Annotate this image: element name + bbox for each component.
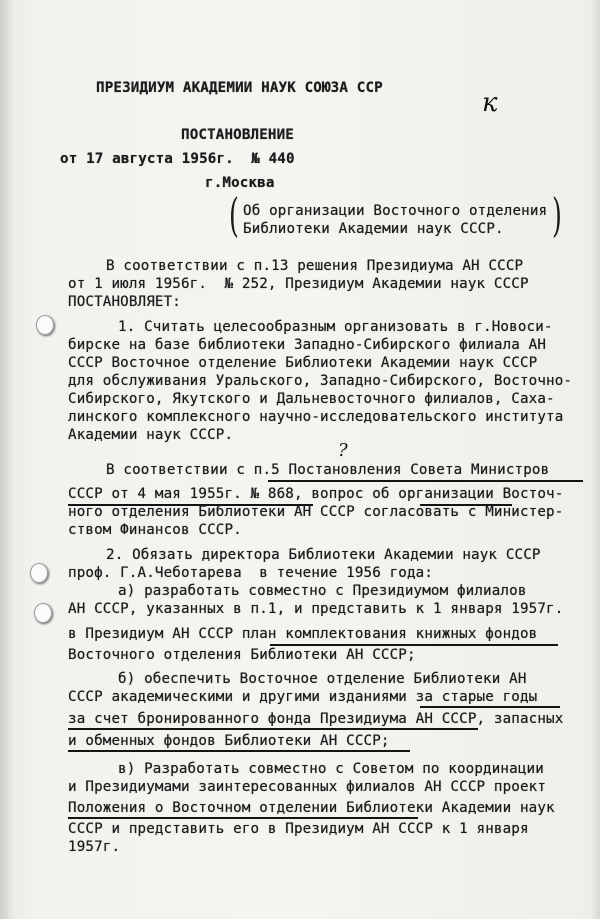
item1-line-3: СССР Восточное отделение Библиотеки Академии наук СССР — [68, 355, 538, 371]
subject-line-2: Библиотеки Академии наук СССР. — [243, 221, 504, 237]
preamble-line-3: ПОСТАНОВЛЯЕТ: — [68, 294, 181, 310]
document-header: ПРЕЗИДИУМ АКАДЕМИИ НАУК СОЮЗА ССР — [96, 80, 383, 96]
city: г.Москва — [205, 175, 275, 191]
item2-line-14: СССР и представить его в Президиум АН СССР к 1 января — [68, 821, 529, 837]
underline-1 — [268, 480, 583, 482]
subject-brace-left: ( — [229, 188, 239, 242]
item1-line-2: бирске на базе библиотеки Западно-Сибирского филиала АН — [68, 337, 547, 353]
item2-line-3: а) разработать совместно с Президиумом филиалов — [118, 583, 527, 599]
item2-line-9: за счет бронированного фонда Президиума АН СССР, запасных — [68, 711, 564, 727]
item1-line-6: линского комплексного научно-исследовательского института — [68, 409, 564, 425]
underline-4 — [270, 644, 558, 646]
underline-5 — [420, 706, 560, 708]
item2-line-7: б) обеспечить Восточное отделение Библиотеки АН — [118, 671, 527, 687]
underline-7 — [68, 750, 410, 752]
date-number: от 17 августа 1956г. № 440 — [60, 151, 295, 167]
punch-hole-2 — [30, 563, 48, 583]
page-edge-right — [590, 0, 600, 919]
item2-line-10: и обменных фондов Библиотеки АН СССР; — [68, 733, 390, 749]
item1-line-1: 1. Считать целесообразным организовать в г.Новоси- — [118, 319, 553, 335]
item2-line-4: АН СССР, указанных в п.1, и представить к 1 января 1957г. — [68, 601, 564, 617]
item2-line-11: в) Разработать совместно с Советом по координации — [118, 761, 544, 777]
underline-6 — [68, 728, 478, 730]
item1b-line-2: СССР от 4 мая 1955г. № 868, вопрос об организации Восточ- — [68, 486, 564, 502]
item1-line-7: Академии наук СССР. — [68, 427, 234, 443]
handwritten-question-mark: ? — [338, 440, 348, 461]
item2-line-8: СССР академическими и другими изданиями за старые годы — [68, 689, 538, 705]
item2-line-15: 1957г. — [68, 839, 121, 855]
punch-hole-3 — [34, 603, 52, 623]
item1b-line-3: ного отделения Библиотеки АН СССР согласовать с Министер- — [68, 504, 564, 520]
preamble-line-2: от 1 июля 1956г. № 252, Президиум Академии наук СССР — [68, 276, 529, 292]
item1b-line-4: ством Финансов СССР. — [68, 522, 242, 538]
underline-8 — [68, 817, 418, 819]
item2-line-5: в Президиум АН СССР план комплектования книжных фондов — [68, 626, 538, 642]
item2-line-12: и Президиумами заинтересованных филиалов АН СССР проект — [68, 779, 547, 795]
item1-line-5b: Сибирского, Якутского и Дальневосточного филиалов, Саха- — [68, 391, 555, 407]
item2-line-6: Восточного отделения Библиотеки АН СССР; — [68, 647, 416, 663]
preamble-line-1: В соответствии с п.13 решения Президиума АН СССР — [106, 258, 524, 274]
subject-brace-right: ) — [552, 188, 562, 242]
page-edge-shadow — [0, 0, 14, 919]
subject-line-1: Об организации Восточного отделения — [243, 203, 548, 219]
item1-line-4: для обслуживания Уральского, Западно-Сибирского, Восточно- — [68, 373, 573, 389]
punch-hole-1 — [36, 315, 54, 335]
item2-line-13: Положения о Восточном отделении Библиотеки Академии наук — [68, 800, 555, 816]
handwritten-corner-mark: к — [482, 88, 498, 118]
document-type: ПОСТАНОВЛЕНИЕ — [181, 127, 294, 143]
item2-line-1: 2. Обязать директора Библиотеки Академии наук СССР — [106, 547, 541, 563]
item1b-line-1: В соответствии с п.5 Постановления Совета Министров — [106, 462, 550, 478]
item2-line-2: проф. Г.А.Чеботарева в течение 1956 года: — [68, 565, 434, 581]
